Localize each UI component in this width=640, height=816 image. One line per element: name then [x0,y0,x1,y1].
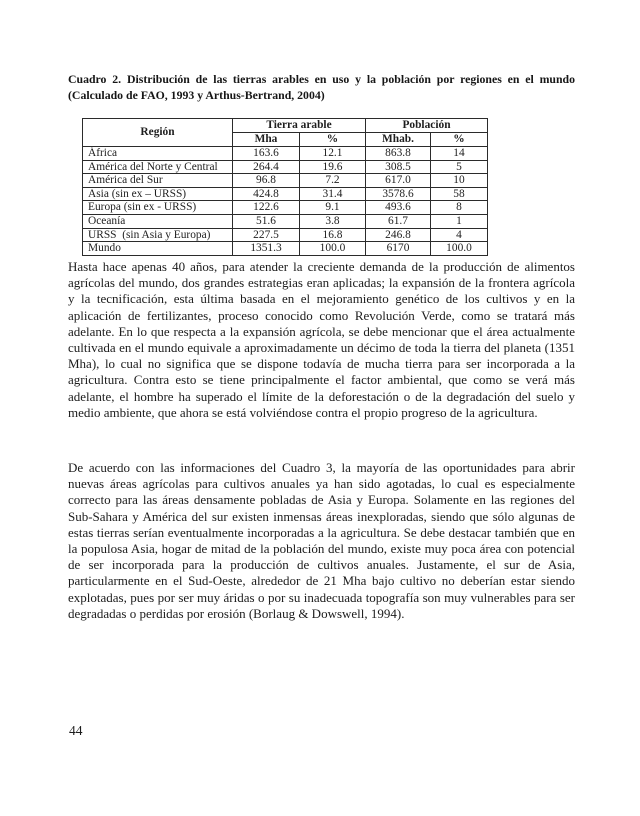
header-poblacion: Población [366,119,488,133]
mhab-pct-cell: 5 [431,160,488,174]
data-table [82,118,488,256]
region-cell: África [83,147,233,161]
mhab-cell: 863.8 [366,147,431,161]
region-cell: Europa (sin ex - URSS) [83,201,233,215]
mha-pct-cell: 3.8 [300,214,366,228]
header-poblacion-pct: % [431,133,488,147]
region-cell: Oceanía [83,214,233,228]
mhab-cell: 617.0 [366,174,431,188]
mha-cell: 1351.3 [233,242,300,256]
caption-line-2: (Calculado de FAO, 1993 y Arthus-Bertrand, 2004) [68,88,325,102]
mha-cell: 264.4 [233,160,300,174]
mhab-pct-cell: 58 [431,187,488,201]
mha-pct-cell: 31.4 [300,187,366,201]
region-cell: América del Norte y Central [83,160,233,174]
table-row [83,187,488,201]
mha-pct-cell: 9.1 [300,201,366,215]
table-row [83,214,488,228]
table-row [83,174,488,188]
mha-cell: 227.5 [233,228,300,242]
region-cell: América del Sur [83,174,233,188]
header-region: Región [83,119,233,147]
mhab-pct-cell: 8 [431,201,488,215]
table-row [83,160,488,174]
mhab-pct-cell: 1 [431,214,488,228]
paragraph-1: Hasta hace apenas 40 años, para atender la creciente demanda de la producción de alimentos agrícolas del mundo, dos grandes estrategias eran aplicadas; la expansión de la frontera agrícola y la tecnificación, esta última basada en el mejoramiento genético de los cultivos y en la aplicación de fertilizantes, proceso conocido como Revolución Verde, como se tratará más adelante. En lo que respecta a la expansión agrícola, se debe mencionar que el área actualmente cultivada en el mundo equivale a aproximadamente un décimo de toda la tierra del planeta (1351 Mha), lo cual no significa que se dispone todavía de mucha tierra para ser incorporada a la agricultura. Contra esto se tiene principalmente el factor ambiental, que como se verá más adelante, el hombre ha superado el límite de la deforestación o de la degradación del suelo y medio ambiente, que ahora se está volviéndose contra el propio progreso de la agricultura. [68,259,575,420]
mha-cell: 51.6 [233,214,300,228]
header-tierra-pct: % [300,133,366,147]
paragraph-2: De acuerdo con las informaciones del Cuadro 3, la mayoría de las oportunidades para abrir nuevas áreas agrícolas para cultivos anuales ya han sido agotadas, lo cual es especialmente correcto para las áreas densamente pobladas de Asia y Europa. Solamente en las regiones del Sub-Sahara y América del sur existen inmensas áreas inexploradas, siendo que sólo algunas de estas tierras serían eventualmente incorporadas a la agricultura. Se debe destacar también que en la populosa Asia, hogar de mitad de la población del mundo, existe muy poca área con potencial de ser incorporada para la producción de cultivos anuales. Justamente, el sur de Asia, particularmente en el Sud-Oeste, alrededor de 21 Mha bajo cultivo no deberían estar siendo explotadas, pues por ser muy áridas o por su inadecuada topografía son muy vulnerables para ser degradadas o perdidas por erosión (Borlaug & Dowswell, 1994). [68,460,575,621]
mha-pct-cell: 100.0 [300,242,366,256]
table-caption [68,71,575,103]
header-tierra-arable: Tierra arable [233,119,366,133]
mhab-cell: 493.6 [366,201,431,215]
mhab-cell: 246.8 [366,228,431,242]
table-row [83,147,488,161]
table-row [83,242,488,256]
mha-cell: 163.6 [233,147,300,161]
mha-pct-cell: 19.6 [300,160,366,174]
mha-pct-cell: 16.8 [300,228,366,242]
mhab-cell: 3578.6 [366,187,431,201]
caption-line-1: Cuadro 2. Distribución de las tierras arables en uso y la población por regiones en el mundo [68,72,575,86]
table-row [83,228,488,242]
region-cell: Mundo [83,242,233,256]
mhab-pct-cell: 100.0 [431,242,488,256]
mha-pct-cell: 7.2 [300,174,366,188]
mhab-cell: 308.5 [366,160,431,174]
page-number: 44 [69,723,83,738]
mha-pct-cell: 12.1 [300,147,366,161]
mha-cell: 96.8 [233,174,300,188]
header-mhab: Mhab. [366,133,431,147]
mhab-cell: 6170 [366,242,431,256]
mhab-pct-cell: 4 [431,228,488,242]
region-cell: URSS (sin Asia y Europa) [83,228,233,242]
table-row [83,201,488,215]
header-mha: Mha [233,133,300,147]
mha-cell: 122.6 [233,201,300,215]
table-header-row-top [83,119,488,133]
mhab-pct-cell: 10 [431,174,488,188]
mhab-pct-cell: 14 [431,147,488,161]
mhab-cell: 61.7 [366,214,431,228]
mha-cell: 424.8 [233,187,300,201]
region-cell: Asia (sin ex – URSS) [83,187,233,201]
